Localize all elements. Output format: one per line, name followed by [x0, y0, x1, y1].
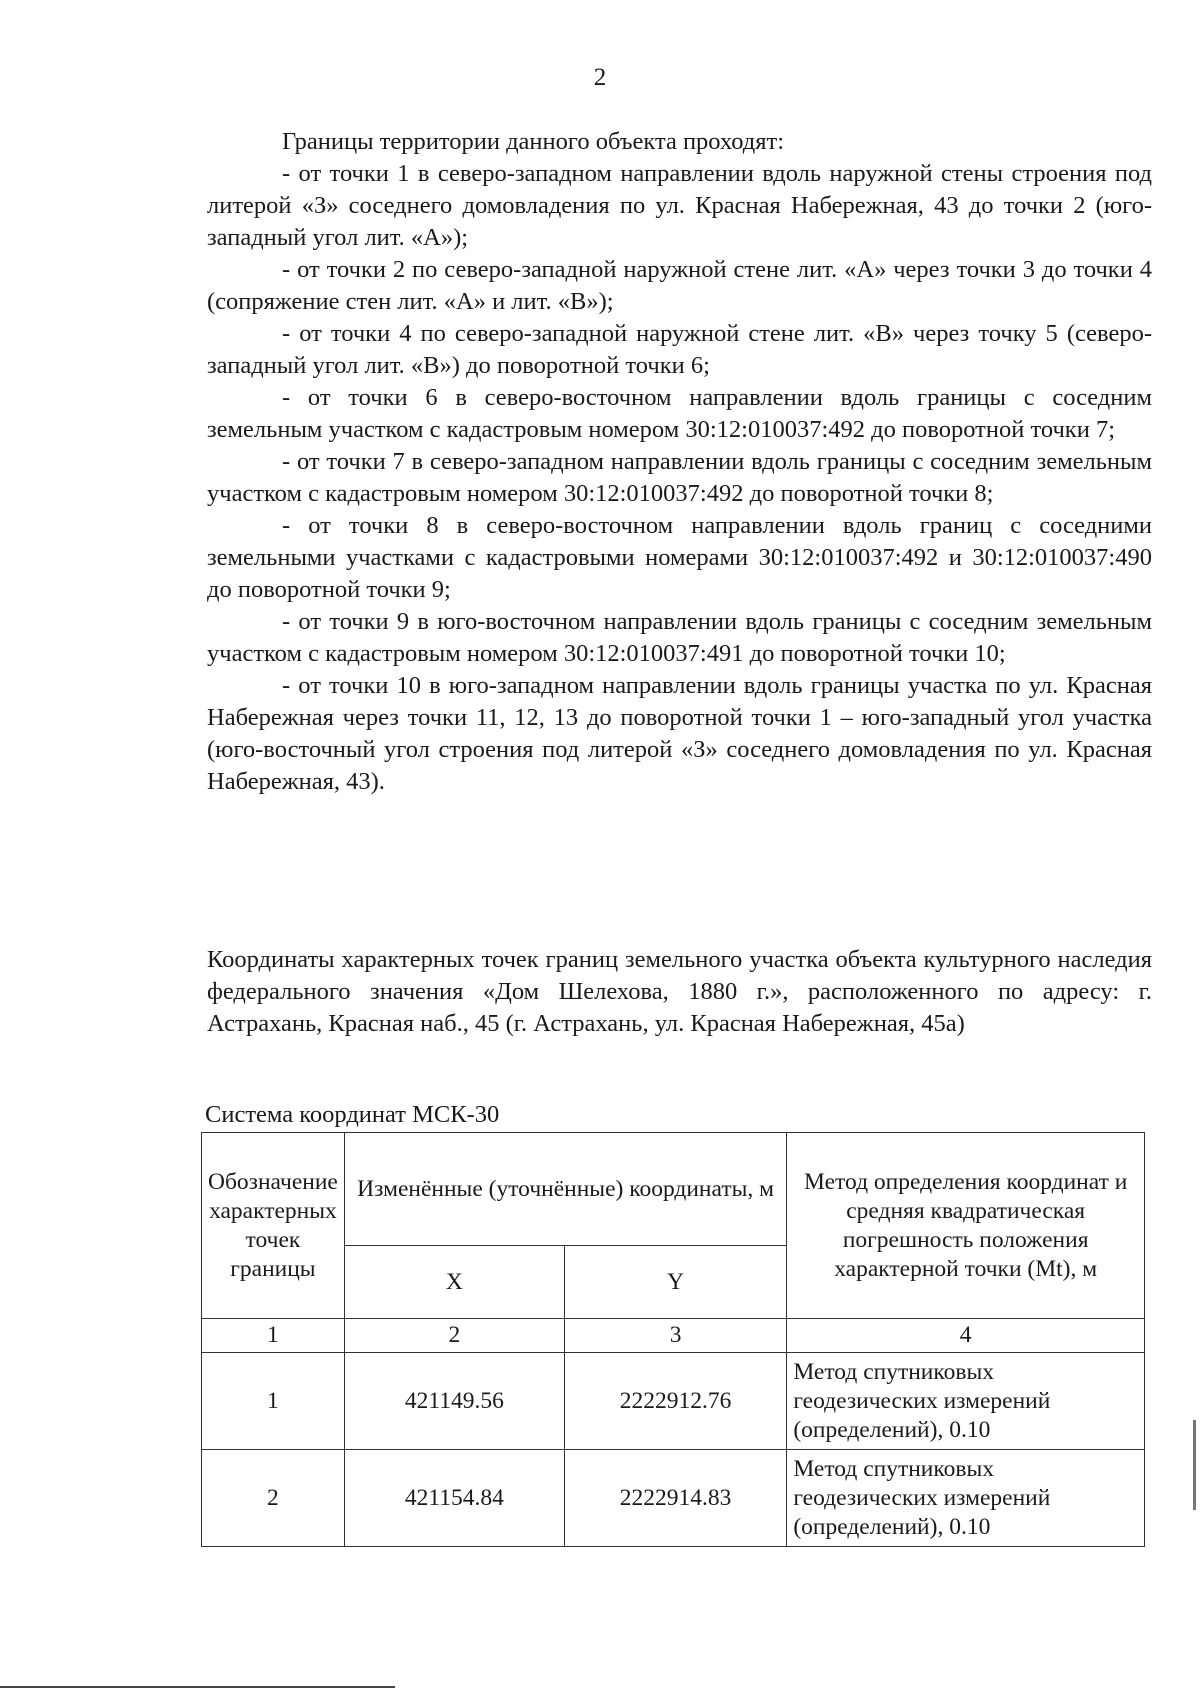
y-cell: 2222914.83 — [564, 1450, 786, 1547]
boundary-item: - от точки 4 по северо-западной наружной стене лит. «В» через точку 5 (северо-западный угол лит. «В») до поворотной точки 6; — [207, 320, 1152, 379]
column-number: 4 — [787, 1319, 1145, 1353]
boundary-item: - от точки 10 в юго-западном направлении вдоль границы участка по ул. Красная Набережная через точки 11, 12, 13 до поворотной точки 1 – юго-западный угол участка (юго-восточный угол строения под литерой «З» соседнего домовладения по ул. Красная Набережная, 43). — [207, 672, 1152, 795]
scan-margin-mark — [1193, 1420, 1196, 1510]
boundary-item: - от точки 7 в северо-западном направлении вдоль границы с соседним земельным участком с кадастровым номером 30:12:010037:492 до поворотной точки 8; — [207, 448, 1152, 507]
boundary-item: - от точки 2 по северо-западной наружной стене лит. «А» через точки 3 до точки 4 (сопряжение стен лит. «А» и лит. «В»); — [207, 256, 1152, 315]
coordinates-table — [201, 1132, 1145, 1547]
table-row — [202, 1353, 1145, 1450]
bottom-rule — [0, 1686, 395, 1688]
table-header-row — [202, 1133, 1145, 1246]
point-cell: 1 — [202, 1353, 345, 1450]
y-cell: 2222912.76 — [564, 1353, 786, 1450]
method-cell: Метод спутниковых геодезических измерений (определений), 0.10 — [787, 1450, 1145, 1547]
x-cell: 421154.84 — [344, 1450, 564, 1547]
header-method: Метод определения координат и средняя квадратическая погрешность положения характерной точки (Mt), м — [787, 1133, 1145, 1319]
column-number: 3 — [564, 1319, 786, 1353]
x-cell: 421149.56 — [344, 1353, 564, 1450]
boundary-intro: Границы территории данного объекта проходят: — [282, 128, 785, 155]
method-cell: Метод спутниковых геодезических измерений (определений), 0.10 — [787, 1353, 1145, 1450]
header-x: X — [344, 1246, 564, 1319]
boundary-item: - от точки 1 в северо-западном направлении вдоль наружной стены строения под литерой «З» соседнего домовладения по ул. Красная Набережная, 43 до точки 2 (юго-западный угол лит. «А»); — [207, 160, 1152, 251]
page-number: 2 — [593, 64, 607, 91]
header-coordinates: Изменённые (уточнённые) координаты, м — [344, 1133, 786, 1246]
boundary-item: - от точки 6 в северо-восточном направлении вдоль границы с соседним земельным участком с кадастровым номером 30:12:010037:492 до поворотной точки 7; — [207, 384, 1152, 443]
table-row — [202, 1450, 1145, 1547]
header-y: Y — [564, 1246, 786, 1319]
column-number: 1 — [202, 1319, 345, 1353]
point-cell: 2 — [202, 1450, 345, 1547]
header-point-designation: Обозначение характерных точек границы — [202, 1133, 345, 1319]
coordinate-system-label: Система координат МСК-30 — [205, 1101, 500, 1128]
coordinates-intro: Координаты характерных точек границ земельного участка объекта культурного наследия федерального значения «Дом Шелехова, 1880 г.», расположенного по адресу: г. Астрахань, Красная наб., 45 (г. Астрахань, ул. Красная Набережная, 45а) — [207, 946, 1152, 1037]
column-number: 2 — [344, 1319, 564, 1353]
boundary-item: - от точки 9 в юго-восточном направлении вдоль границы с соседним земельным участком с кадастровым номером 30:12:010037:491 до поворотной точки 10; — [207, 608, 1152, 667]
boundary-description — [207, 126, 1152, 798]
boundary-item: - от точки 8 в северо-восточном направлении вдоль границ с соседними земельными участками с кадастровыми номерами 30:12:010037:492 и 30:12:010037:490 до поворотной точки 9; — [207, 512, 1152, 603]
table-number-row — [202, 1319, 1145, 1353]
